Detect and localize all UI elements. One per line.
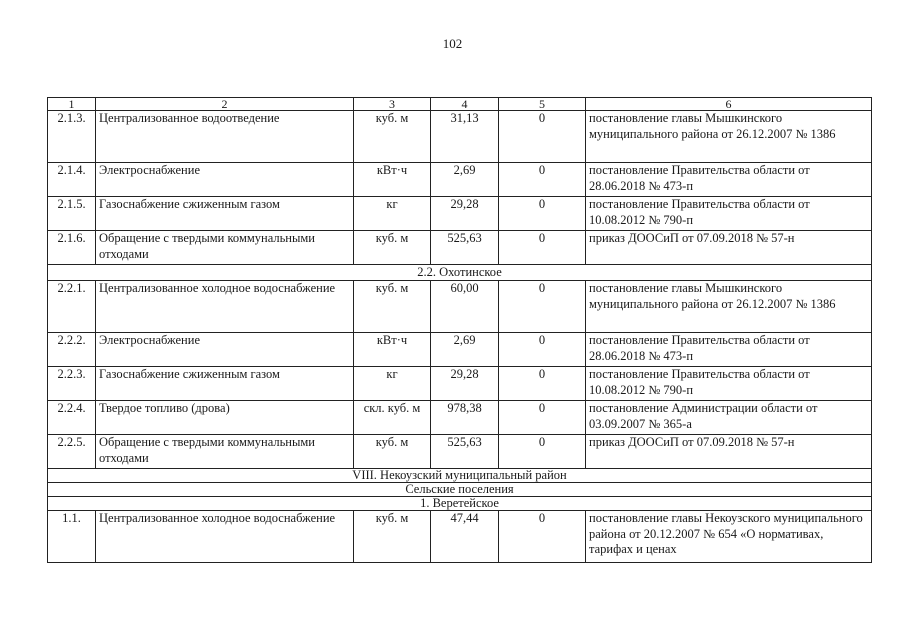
table-row — [48, 197, 872, 231]
section-row — [48, 483, 872, 497]
column-header: 4 — [431, 98, 499, 111]
unit-of-measure: кВт·ч — [354, 333, 431, 367]
page-number: 102 — [442, 36, 463, 51]
norm-value: 525,63 — [431, 231, 499, 265]
legal-basis: постановление главы Некоузского муниципального района от 20.12.2007 № 654 «О нормативах, тарифах и ценах — [586, 511, 872, 563]
unit-of-measure: кВт·ч — [354, 163, 431, 197]
row-number: 2.2.3. — [48, 367, 96, 401]
unit-of-measure: куб. м — [354, 281, 431, 333]
unit-of-measure: куб. м — [354, 111, 431, 163]
table-row — [48, 435, 872, 469]
column-5-value: 0 — [499, 401, 586, 435]
column-header: 5 — [499, 98, 586, 111]
legal-basis: приказ ДООСиП от 07.09.2018 № 57-н — [586, 231, 872, 265]
section-title: 1. Веретейское — [48, 497, 872, 511]
row-number: 2.1.4. — [48, 163, 96, 197]
service-name: Централизованное холодное водоснабжение — [96, 281, 354, 333]
service-name: Централизованное холодное водоснабжение — [96, 511, 354, 563]
row-number: 2.2.2. — [48, 333, 96, 367]
row-number: 2.2.5. — [48, 435, 96, 469]
service-name: Обращение с твердыми коммунальными отходами — [96, 231, 354, 265]
norm-value: 29,28 — [431, 197, 499, 231]
table-row — [48, 281, 872, 333]
unit-of-measure: скл. куб. м — [354, 401, 431, 435]
section-row — [48, 497, 872, 511]
section-title: Сельские поселения — [48, 483, 872, 497]
column-5-value: 0 — [499, 163, 586, 197]
table-row — [48, 367, 872, 401]
norm-value: 978,38 — [431, 401, 499, 435]
legal-basis: постановление Правительства области от 28.06.2018 № 473-п — [586, 333, 872, 367]
table-row — [48, 111, 872, 163]
section-row — [48, 469, 872, 483]
column-5-value: 0 — [499, 511, 586, 563]
service-name: Твердое топливо (дрова) — [96, 401, 354, 435]
row-number: 1.1. — [48, 511, 96, 563]
legal-basis: постановление Администрации области от 03.09.2007 № 365-а — [586, 401, 872, 435]
service-name: Централизованное водоотведение — [96, 111, 354, 163]
section-title: VIII. Некоузский муниципальный район — [48, 469, 872, 483]
legal-basis: постановление Правительства области от 10.08.2012 № 790-п — [586, 197, 872, 231]
column-5-value: 0 — [499, 367, 586, 401]
norm-value: 525,63 — [431, 435, 499, 469]
column-5-value: 0 — [499, 435, 586, 469]
norms-table — [47, 97, 872, 563]
row-number: 2.1.3. — [48, 111, 96, 163]
norm-value: 31,13 — [431, 111, 499, 163]
row-number: 2.2.1. — [48, 281, 96, 333]
unit-of-measure: кг — [354, 197, 431, 231]
unit-of-measure: куб. м — [354, 511, 431, 563]
service-name: Электроснабжение — [96, 163, 354, 197]
column-5-value: 0 — [499, 281, 586, 333]
table-row — [48, 401, 872, 435]
norm-value: 60,00 — [431, 281, 499, 333]
unit-of-measure: кг — [354, 367, 431, 401]
row-number: 2.1.6. — [48, 231, 96, 265]
norm-value: 29,28 — [431, 367, 499, 401]
table-row — [48, 163, 872, 197]
table-row — [48, 511, 872, 563]
column-header: 2 — [96, 98, 354, 111]
column-header: 1 — [48, 98, 96, 111]
row-number: 2.1.5. — [48, 197, 96, 231]
table-row — [48, 231, 872, 265]
section-row — [48, 265, 872, 281]
legal-basis: постановление Правительства области от 10.08.2012 № 790-п — [586, 367, 872, 401]
column-5-value: 0 — [499, 197, 586, 231]
legal-basis: постановление Правительства области от 28.06.2018 № 473-п — [586, 163, 872, 197]
service-name: Газоснабжение сжиженным газом — [96, 367, 354, 401]
column-header-row — [48, 98, 872, 111]
column-5-value: 0 — [499, 231, 586, 265]
norm-value: 2,69 — [431, 163, 499, 197]
column-header: 3 — [354, 98, 431, 111]
column-5-value: 0 — [499, 333, 586, 367]
legal-basis: приказ ДООСиП от 07.09.2018 № 57-н — [586, 435, 872, 469]
norm-value: 47,44 — [431, 511, 499, 563]
column-5-value: 0 — [499, 111, 586, 163]
service-name: Газоснабжение сжиженным газом — [96, 197, 354, 231]
service-name: Обращение с твердыми коммунальными отходами — [96, 435, 354, 469]
unit-of-measure: куб. м — [354, 435, 431, 469]
column-header: 6 — [586, 98, 872, 111]
section-title: 2.2. Охотинское — [48, 265, 872, 281]
legal-basis: постановление главы Мышкинского муниципального района от 26.12.2007 № 1386 — [586, 281, 872, 333]
unit-of-measure: куб. м — [354, 231, 431, 265]
norm-value: 2,69 — [431, 333, 499, 367]
legal-basis: постановление главы Мышкинского муниципального района от 26.12.2007 № 1386 — [586, 111, 872, 163]
row-number: 2.2.4. — [48, 401, 96, 435]
service-name: Электроснабжение — [96, 333, 354, 367]
table-row — [48, 333, 872, 367]
